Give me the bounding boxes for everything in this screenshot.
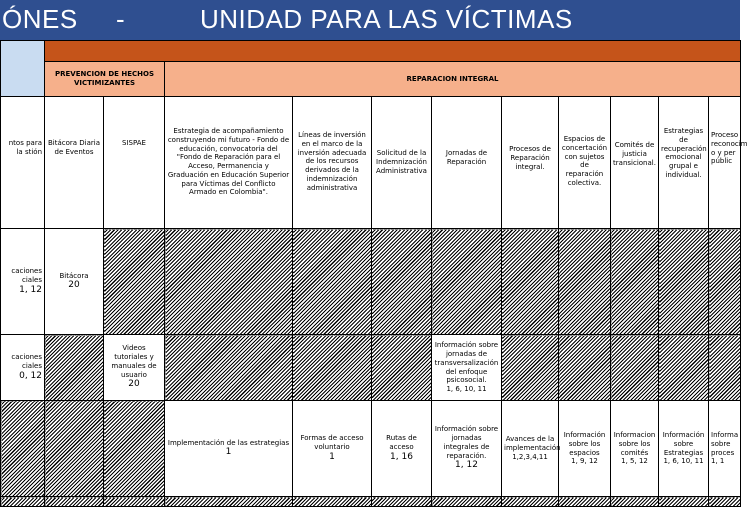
hatched-cell[interactable] — [659, 335, 709, 401]
row2-col0-text: caciones ciales — [11, 353, 42, 370]
row3-col11-num: 1, 1 — [711, 457, 725, 466]
row3-col7-num: 1,2,3,4,11 — [512, 452, 548, 461]
row3-col9-num: 1, 5, 12 — [621, 457, 648, 466]
hatched-cell[interactable] — [293, 335, 372, 401]
title-dash: - — [116, 4, 126, 34]
hatched-cell[interactable] — [1, 401, 45, 497]
col-header-6[interactable]: Jornadas de Reparación — [432, 97, 502, 229]
hatched-cell[interactable] — [45, 401, 104, 497]
row3-col8-text: Información sobre los espacios — [563, 431, 606, 457]
hatched-cell[interactable] — [709, 497, 741, 507]
group-prevencion[interactable]: PREVENCION DE HECHOS VICTIMIZANTES — [45, 62, 165, 97]
group-reparacion[interactable]: REPARACION INTEGRAL — [165, 62, 741, 97]
hatched-cell[interactable] — [502, 229, 559, 335]
hatched-cell[interactable] — [165, 335, 293, 401]
row1-col0-num: 1, 12 — [19, 284, 42, 295]
row3-col10-text: Información sobre Estrategias — [662, 431, 705, 457]
row2-col0[interactable] — [1, 335, 45, 401]
col-header-11[interactable]: Proceso reconocim o y per públic — [709, 97, 741, 229]
row3-col3-text: Implementación de las estrategias — [167, 438, 290, 447]
hatched-cell[interactable] — [1, 497, 45, 507]
hatched-cell[interactable] — [45, 497, 104, 507]
row2-col6-text: Información sobre jornadas de transversalización del enfoque psicosocial. — [434, 341, 499, 385]
hatched-cell[interactable] — [45, 335, 104, 401]
row3-col9[interactable] — [611, 401, 659, 497]
row3-col4-text: Formas de acceso voluntario — [300, 434, 364, 451]
row3-col5[interactable] — [372, 401, 432, 497]
row3-col4-num: 1 — [329, 451, 335, 462]
spreadsheet-grid — [0, 40, 748, 507]
row1-col1-text: Bitácora — [59, 271, 89, 280]
hatched-cell[interactable] — [372, 335, 432, 401]
row2-col2-num: 20 — [128, 379, 140, 390]
hatched-cell[interactable] — [104, 229, 165, 335]
row3-col3-num: 1 — [225, 447, 232, 458]
row3-col6[interactable] — [432, 401, 502, 497]
row2-col2-text: Videos tutoriales y manuales de usuario — [111, 344, 157, 379]
col-header-9[interactable]: Comités de justicia transicional. — [611, 97, 659, 229]
hatched-cell[interactable] — [502, 497, 559, 507]
hatched-cell[interactable] — [293, 497, 372, 507]
hatched-cell[interactable] — [165, 229, 293, 335]
row3-col6-num: 1, 12 — [455, 460, 478, 471]
col-header-5[interactable]: Solicitud de la Indemnización Administrativa — [372, 97, 432, 229]
row3-col8[interactable] — [559, 401, 611, 497]
row3-col3[interactable] — [165, 401, 293, 497]
row3-col7[interactable] — [502, 401, 559, 497]
row1-col0-text: caciones ciales — [11, 267, 42, 284]
col-header-7[interactable]: Procesos de Reparación integral. — [502, 97, 559, 229]
row1-col1-num: 20 — [68, 280, 80, 291]
hatched-cell[interactable] — [559, 497, 611, 507]
row3-col4[interactable] — [293, 401, 372, 497]
row2-col0-num: 0, 12 — [19, 370, 42, 381]
title-bar — [0, 0, 740, 40]
hatched-cell[interactable] — [432, 229, 502, 335]
row2-col6-num: 1, 6, 10, 11 — [446, 385, 487, 393]
col-header-2[interactable]: SISPAE — [104, 97, 165, 229]
row2-col6[interactable] — [432, 335, 502, 401]
col-header-3[interactable]: Estrategia de acompañamiento construyendo mi futuro - Fondo de educación, convocatoria del "Fondo de Reparación para el Acceso, Permanencia y Graduación en Educación Superior para Víctimas del Conflicto Armado en Colombia". — [165, 97, 293, 229]
hatched-cell[interactable] — [611, 497, 659, 507]
row3-col7-text: Avances de la implementación — [504, 435, 561, 453]
row1-col0[interactable] — [1, 229, 45, 335]
hatched-cell[interactable] — [659, 497, 709, 507]
row1-col1[interactable] — [45, 229, 104, 335]
hatched-cell[interactable] — [104, 497, 165, 507]
blue-header-cell[interactable] — [1, 41, 45, 97]
col-header-10[interactable]: Estrategias de recuperación emocional grupal e individual. — [659, 97, 709, 229]
col-header-4[interactable]: Líneas de inversión en el marco de la inversión adecuada de los recursos derivados de la indemnización administrativa — [293, 97, 372, 229]
hatched-cell[interactable] — [611, 335, 659, 401]
col-header-8[interactable]: Espacios de concertación con sujetos de reparación colectiva. — [559, 97, 611, 229]
hatched-cell[interactable] — [293, 229, 372, 335]
row3-col5-text: Rutas de acceso — [386, 434, 417, 451]
row3-col5-num: 1, 16 — [390, 451, 413, 462]
page-title: UNIDAD PARA LAS VÍCTIMAS — [200, 4, 573, 34]
col-header-0[interactable]: ntos para la stión — [1, 97, 45, 229]
row3-col10[interactable] — [659, 401, 709, 497]
title-left: ÓNES — [2, 4, 78, 34]
orange-band[interactable] — [45, 41, 741, 62]
row3-col11[interactable] — [709, 401, 741, 497]
hatched-cell[interactable] — [709, 229, 741, 335]
hatched-cell[interactable] — [432, 497, 502, 507]
hatched-cell[interactable] — [709, 335, 741, 401]
hatched-cell[interactable] — [659, 229, 709, 335]
row3-col6-text: Información sobre jornadas integrales de reparación. — [434, 425, 499, 460]
hatched-cell[interactable] — [559, 335, 611, 401]
row3-col10-num: 1, 6, 10, 11 — [663, 457, 704, 466]
hatched-cell[interactable] — [611, 229, 659, 335]
row3-col9-text: Informacion sobre los comités — [613, 431, 656, 457]
hatched-cell[interactable] — [502, 335, 559, 401]
hatched-cell[interactable] — [165, 497, 293, 507]
hatched-cell[interactable] — [559, 229, 611, 335]
hatched-cell[interactable] — [104, 401, 165, 497]
hatched-cell[interactable] — [372, 229, 432, 335]
row3-col8-num: 1, 9, 12 — [571, 457, 598, 466]
row3-col11-text: Informa sobre proces — [711, 431, 739, 457]
hatched-cell[interactable] — [372, 497, 432, 507]
row2-col2[interactable] — [104, 335, 165, 401]
col-header-1[interactable]: Bitácora Diaria de Eventos — [45, 97, 104, 229]
